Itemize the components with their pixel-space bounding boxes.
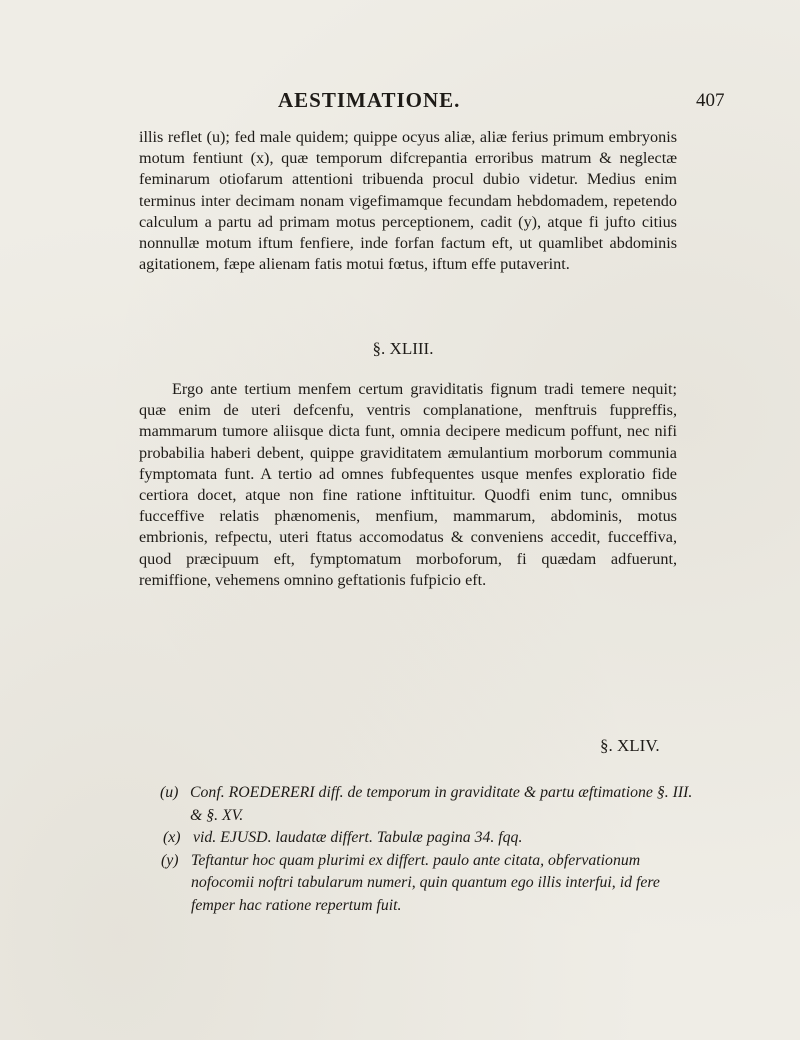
paragraph-2: Ergo ante tertium menfem certum graviditatis fignum tradi temere nequit; quæ enim de uteri defcenfu, ventris complanatione, menftruis fuppreffis, mammarum tumore aliisque dicta funt, omnia decipere medicum poffunt, nec nifi probabilia haberi debent, quippe graviditatem æmulantium morborum communia fymptomata funt. A tertio ad omnes fubfequentes usque menfes exploratio fide certiora docet, atque non fine ratione inftituitur. Quodfi enim tunc, omnibus fucceffive relatis phænomenis, menfium, mammarum, abdominis, motus embrionis, refpectu, uteri ftatus accomodatus & conveniens accedit, fucceffiva, quod præcipuum eft, fymptomatum morboforum, fi quædam adfuerunt, remiffione, vehemens omnino geftationis fufpicio eft. — [139, 380, 677, 589]
footnote-x — [163, 827, 700, 850]
footnote-y — [161, 850, 700, 918]
section-heading-44: §. XLIV. — [600, 736, 660, 755]
footnote-mark: (u) — [160, 784, 179, 801]
footnote-mark: (y) — [161, 851, 179, 869]
footnote-text: Teftantur hoc quam plurimi ex differt. paulo ante citata, obfervationum nofocomii noftri tabularum numeri, quin quantum ego illis interfui, id fere femper hac ratione repertum fuit. — [191, 851, 660, 914]
footnote-text: vid. EJUSD. laudatæ differt. Tabulæ pagina 34. fqq. — [193, 829, 523, 846]
footnote-text: Conf. ROEDERERI diff. de temporum in graviditate & partu æftimatione §. III. & §. XV. — [190, 784, 693, 824]
footnotes — [160, 782, 700, 917]
page-header — [0, 88, 800, 118]
page-number: 407 — [696, 90, 725, 111]
footnote-mark: (x) — [163, 829, 181, 846]
running-title: AESTIMATIONE. — [278, 88, 461, 112]
paragraph-1: illis reflet (u); fed male quidem; quippe ocyus aliæ, aliæ ferius primum embryonis motum fentiunt (x), quæ temporum difcrepantia erroribus matrum & neglectæ feminarum otiofarum attentioni tribuenda procul dubio videtur. Medius enim terminus inter decimam nonam vigefimamque fecundam hebdomadem, repetendo calculum a partu ad primam motus perceptionem, cadit (y), atque fi jufto citius nonnullæ motum iftum fenfiere, inde forfan factum eft, ut quamlibet abdominis agitationem, fæpe alienam fatis motui fœtus, iftum effe putaverint. — [139, 128, 677, 274]
section-heading-43: §. XLIII. — [372, 339, 434, 358]
footnote-u — [160, 782, 700, 827]
